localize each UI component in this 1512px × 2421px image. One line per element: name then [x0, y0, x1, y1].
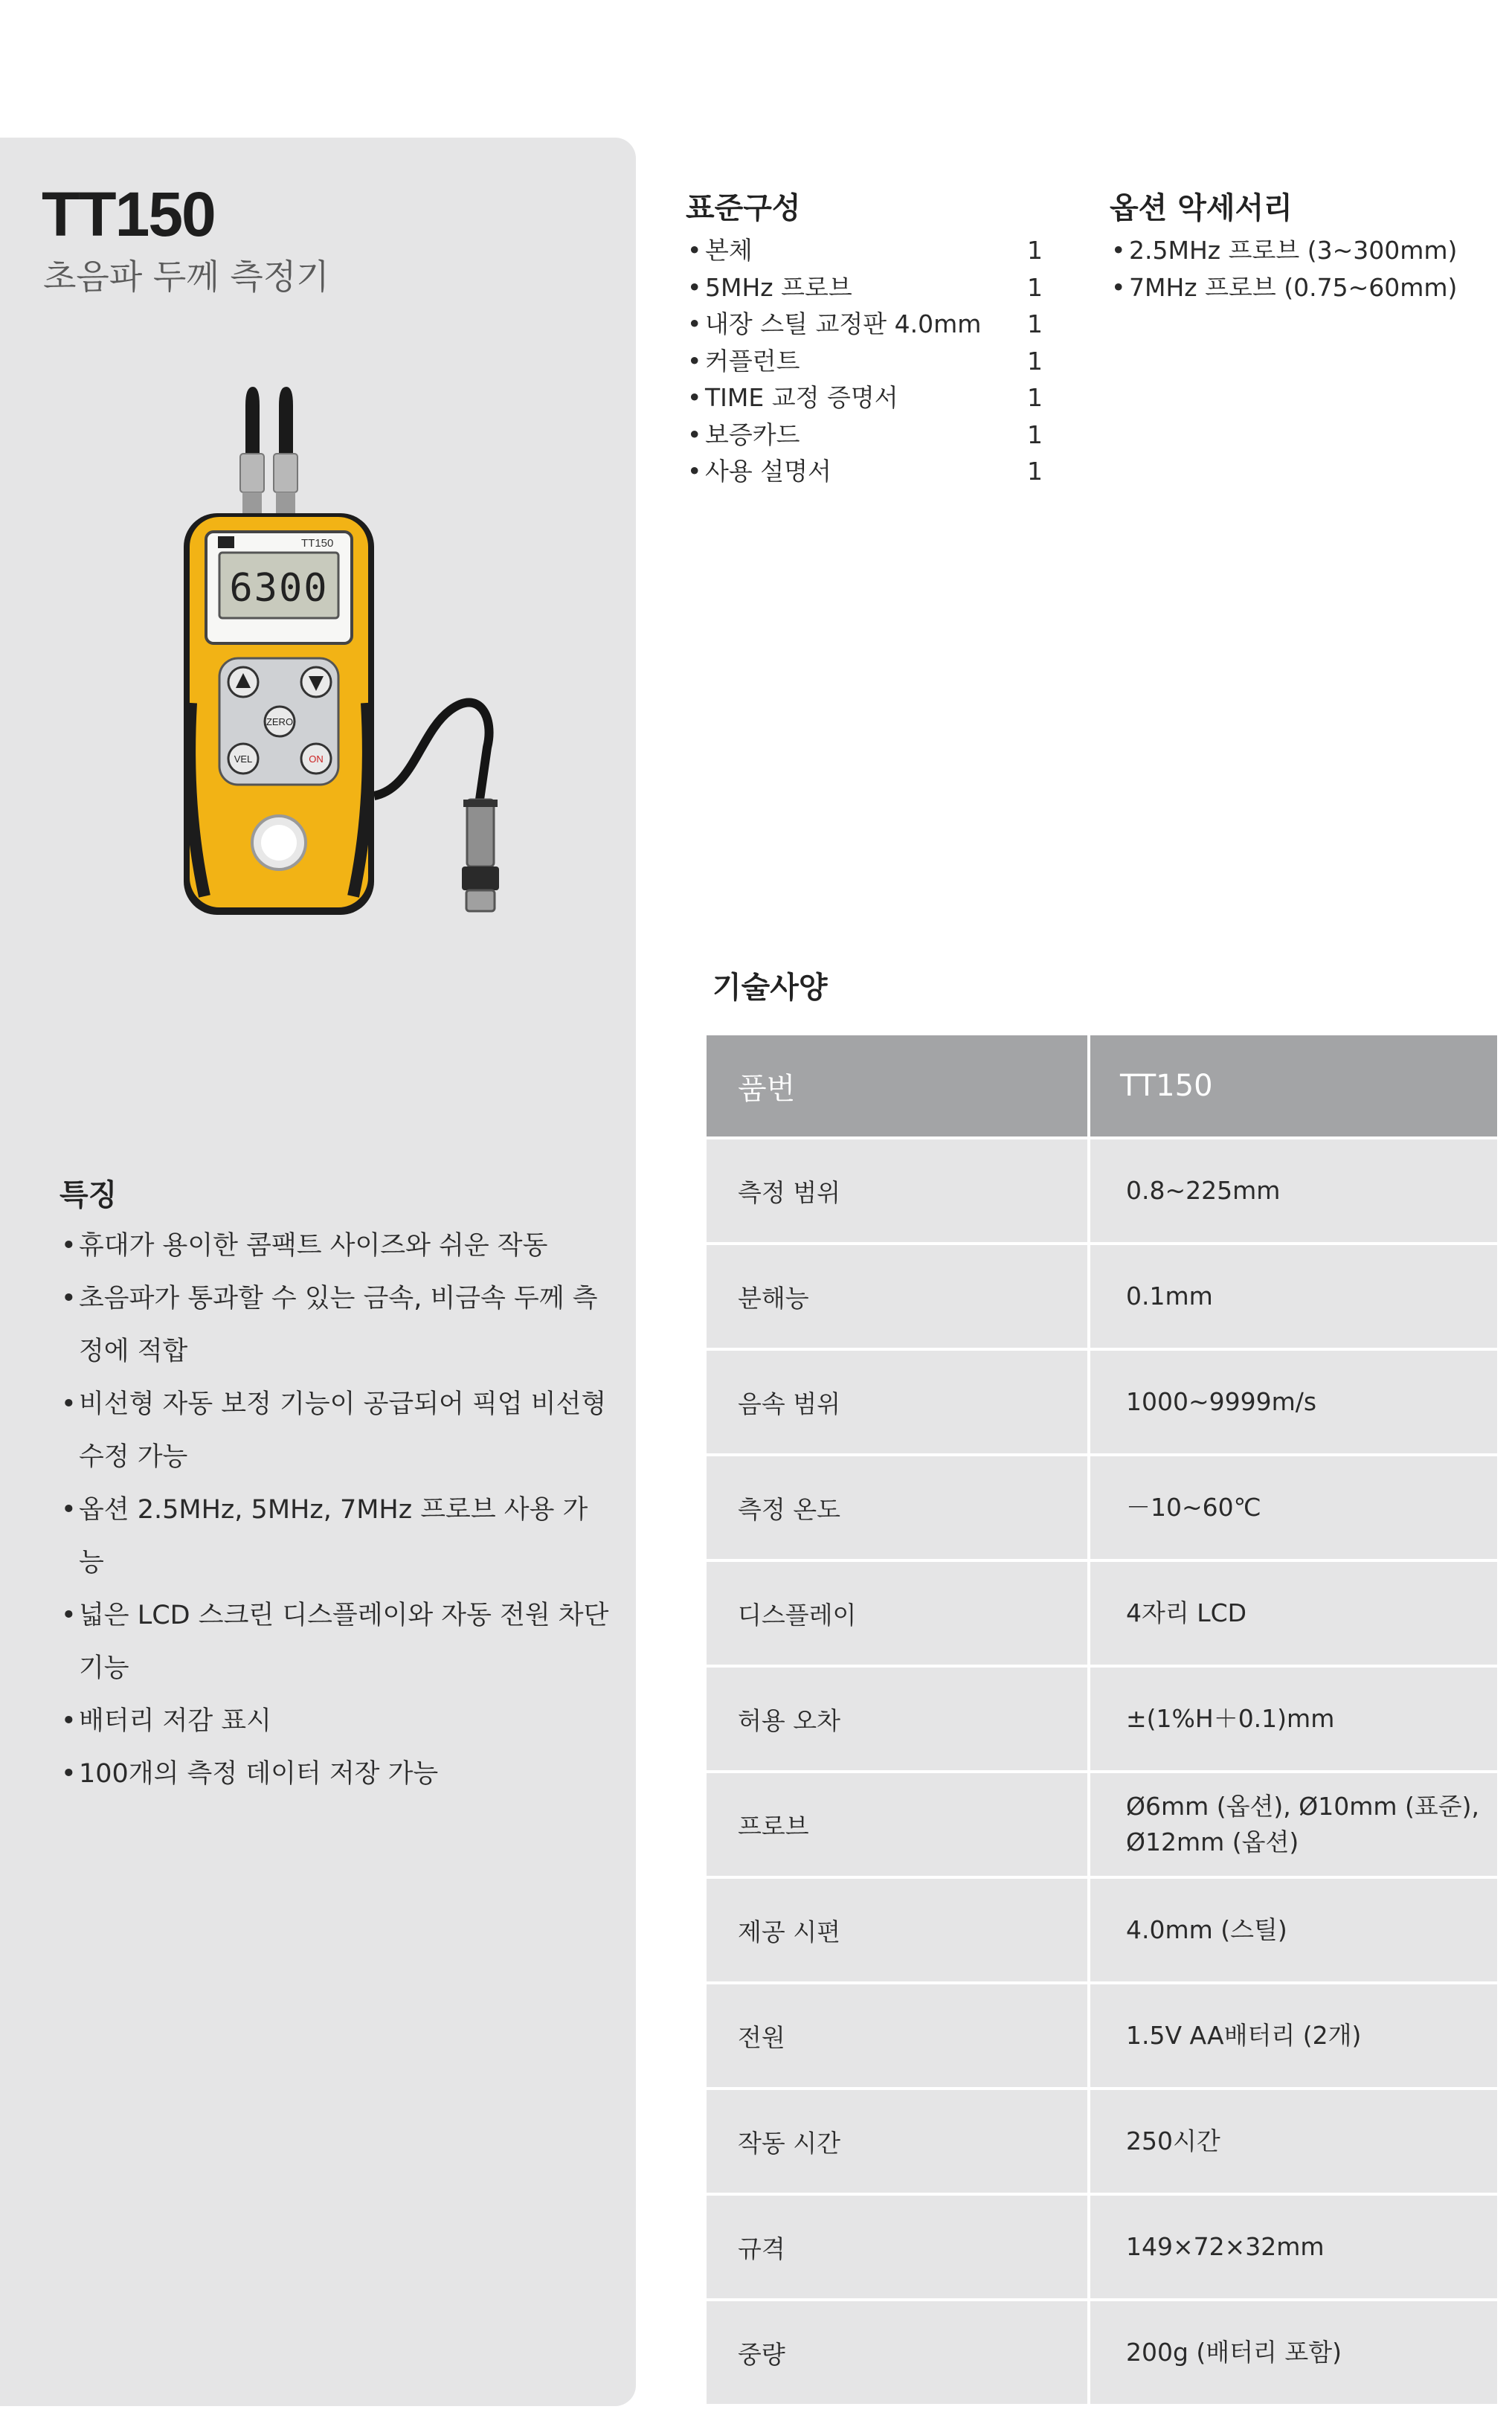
option-item: • 2.5MHz 프로브 (3~300mm) [1110, 232, 1496, 269]
spec-row [707, 2194, 1497, 2300]
standard-item-name: 보증카드 [705, 419, 800, 449]
spec-value: Ø6mm (옵션), Ø10mm (표준), Ø12mm (옵션) [1089, 1772, 1497, 1877]
standard-item-name: TIME 교정 증명서 [705, 383, 898, 412]
standard-item-name: 5MHz 프로브 [705, 272, 852, 302]
spec-row [707, 1666, 1497, 1772]
feature-item: • 옵션 2.5MHz, 5MHz, 7MHz 프로브 사용 가능 [59, 1484, 610, 1589]
spec-label: 프로브 [707, 1772, 1089, 1877]
spec-value: －10~60℃ [1089, 1455, 1497, 1560]
spec-label: 측정 범위 [707, 1138, 1089, 1244]
spec-value: 1000~9999m/s [1089, 1349, 1497, 1455]
spec-row [707, 1349, 1497, 1455]
standard-item-qty: 1 [1027, 419, 1043, 449]
feature-item: • 넓은 LCD 스크린 디스플레이와 자동 전원 차단 기능 [59, 1589, 610, 1695]
spec-row [707, 1877, 1497, 1983]
standard-item-qty: 1 [1027, 236, 1043, 265]
features-title: 특징 [59, 1178, 118, 1212]
spec-header-value: TT150 [1089, 1035, 1497, 1138]
feature-item: • 비선형 자동 보정 기능이 공급되어 픽업 비선형 수정 가능 [59, 1378, 610, 1484]
on-key: ON [309, 753, 324, 765]
options-title: 옵션 악세서리 [1110, 191, 1293, 225]
standard-item-qty: 1 [1027, 346, 1043, 376]
standard-title: 표준구성 [686, 191, 801, 225]
spec-label: 측정 온도 [707, 1455, 1089, 1560]
standard-item-name: 사용 설명서 [705, 457, 831, 486]
standard-item-qty: 1 [1027, 272, 1043, 302]
spec-row [707, 1138, 1497, 1244]
spec-value: 200g (배터리 포함) [1089, 2300, 1497, 2405]
product-subtitle: 초음파 두께 측정기 [43, 257, 329, 297]
spec-table [707, 1035, 1497, 2407]
spec-header-row [707, 1035, 1497, 1138]
spec-row [707, 2089, 1497, 2194]
feature-item: • 100개의 측정 데이터 저장 가능 [59, 1748, 610, 1801]
spec-value: 1.5V AA배터리 (2개) [1089, 1983, 1497, 2089]
feature-item: • 배터리 저감 표시 [59, 1695, 610, 1748]
device-label: TT150 [301, 537, 334, 550]
feature-item: • 휴대가 용이한 콤팩트 사이즈와 쉬운 작동 [59, 1220, 610, 1273]
standard-item-name: 본체 [705, 236, 753, 265]
spec-row [707, 2300, 1497, 2405]
spec-label: 전원 [707, 1983, 1089, 2089]
spec-value: ±(1%H＋0.1)mm [1089, 1666, 1497, 1772]
thickness-gauge-image [175, 383, 502, 926]
spec-value: 0.1mm [1089, 1244, 1497, 1349]
standard-item-name: 내장 스틸 교정판 4.0mm [705, 309, 982, 338]
spec-label: 중량 [707, 2300, 1089, 2405]
features-list [59, 1220, 610, 1801]
spec-label: 규격 [707, 2194, 1089, 2300]
spec-row [707, 1772, 1497, 1877]
zero-key: ZERO [266, 716, 294, 727]
lcd-value: 6300 [229, 566, 329, 611]
spec-value: 149×72×32mm [1089, 2194, 1497, 2300]
standard-item [686, 417, 1050, 454]
spec-row [707, 1455, 1497, 1560]
standard-item-qty: 1 [1027, 457, 1043, 486]
spec-label: 작동 시간 [707, 2089, 1089, 2194]
spec-value: 0.8~225mm [1089, 1138, 1497, 1244]
options-list [1110, 232, 1496, 306]
option-item: • 7MHz 프로브 (0.75~60mm) [1110, 269, 1496, 306]
feature-item: • 초음파가 통과할 수 있는 금속, 비금속 두께 측정에 적합 [59, 1273, 610, 1378]
standard-item [686, 343, 1050, 380]
spec-row [707, 1244, 1497, 1349]
standard-item [686, 453, 1050, 490]
vel-key: VEL [234, 753, 253, 765]
standard-item [686, 232, 1050, 269]
spec-value: 250시간 [1089, 2089, 1497, 2194]
spec-label: 음속 범위 [707, 1349, 1089, 1455]
spec-label: 분해능 [707, 1244, 1089, 1349]
standard-item-name: 커플런트 [705, 346, 800, 376]
spec-header-label: 품번 [707, 1035, 1089, 1138]
spec-label: 디스플레이 [707, 1560, 1089, 1666]
product-model: TT150 [42, 179, 215, 249]
spec-label: 허용 오차 [707, 1666, 1089, 1772]
standard-list [686, 232, 1050, 490]
spec-label: 제공 시편 [707, 1877, 1089, 1983]
standard-item [686, 269, 1050, 306]
spec-row [707, 1560, 1497, 1666]
standard-item-qty: 1 [1027, 309, 1043, 338]
specs-title: 기술사양 [712, 971, 828, 1005]
spec-row [707, 1983, 1497, 2089]
spec-value: 4자리 LCD [1089, 1560, 1497, 1666]
spec-value: 4.0mm (스틸) [1089, 1877, 1497, 1983]
standard-item [686, 379, 1050, 417]
standard-item-qty: 1 [1027, 383, 1043, 412]
standard-item [686, 306, 1050, 343]
